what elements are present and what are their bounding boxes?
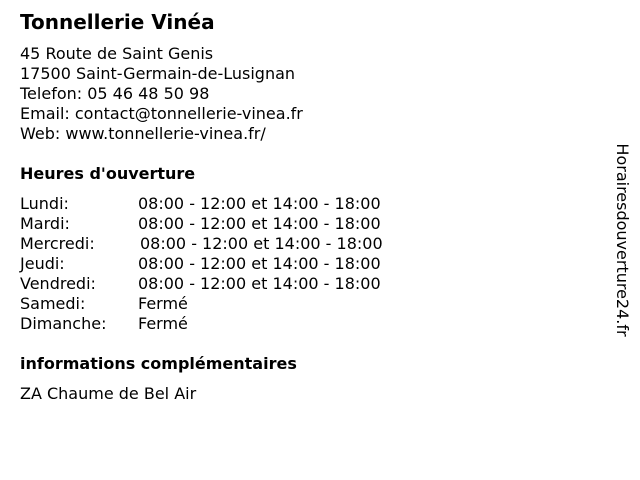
time-value: 08:00 - 12:00 et 14:00 - 18:00	[140, 234, 383, 253]
phone-line: Telefon: 05 46 48 50 98	[20, 84, 210, 103]
info-heading: informations complémentaires	[20, 354, 297, 373]
address-street: 45 Route de Saint Genis	[20, 44, 214, 63]
time-value: Fermé	[138, 314, 188, 333]
day-label: Jeudi:	[20, 254, 65, 273]
time-value: Fermé	[138, 294, 188, 313]
day-label: Vendredi:	[20, 274, 96, 293]
day-label: Dimanche:	[20, 314, 107, 333]
hours-heading: Heures d'ouverture	[20, 164, 196, 183]
contact-block	[20, 44, 303, 144]
day-label: Mercredi:	[20, 234, 95, 253]
time-value: 08:00 - 12:00 et 14:00 - 18:00	[138, 194, 381, 213]
day-label: Samedi:	[20, 294, 86, 313]
day-label: Lundi:	[20, 194, 69, 213]
day-label: Mardi:	[20, 214, 70, 233]
web-line: Web: www.tonnellerie-vinea.fr/	[20, 124, 266, 143]
info-text: ZA Chaume de Bel Air	[20, 384, 197, 403]
site-watermark: Horairesdouverture24.fr	[613, 143, 632, 337]
email-line: Email: contact@tonnellerie-vinea.fr	[20, 104, 303, 123]
time-value: 08:00 - 12:00 et 14:00 - 18:00	[138, 274, 381, 293]
time-value: 08:00 - 12:00 et 14:00 - 18:00	[138, 254, 381, 273]
business-name: Tonnellerie Vinéa	[20, 10, 215, 34]
address-city: 17500 Saint-Germain-de-Lusignan	[20, 64, 296, 83]
time-value: 08:00 - 12:00 et 14:00 - 18:00	[138, 214, 381, 233]
